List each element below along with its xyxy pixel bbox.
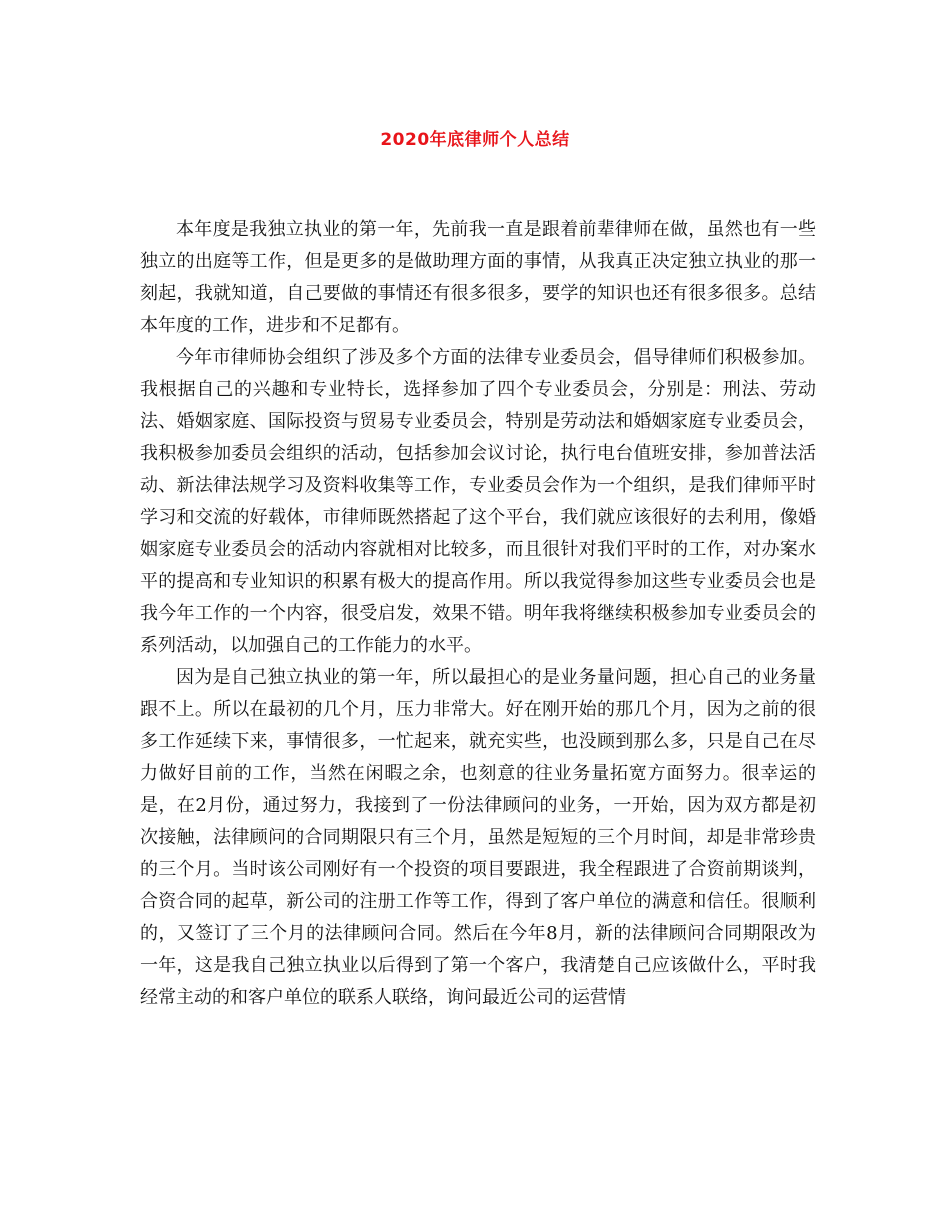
document-body: [140, 214, 816, 1014]
paragraph-1: 本年度是我独立执业的第一年，先前我一直是跟着前辈律师在做，虽然也有一些独立的出庭等工作，但是更多的是做助理方面的事情，从我真正决定独立执业的那一刻起，我就知道，自己要做的事情还有很多很多，要学的知识也还有很多很多。总结本年度的工作，进步和不足都有。: [140, 219, 816, 336]
paragraph-2: 今年市律师协会组织了涉及多个方面的法律专业委员会，倡导律师们积极参加。我根据自己的兴趣和专业特长，选择参加了四个专业委员会，分别是：刑法、劳动法、婚姻家庭、国际投资与贸易专业委员会，特别是劳动法和婚姻家庭专业委员会，我积极参加委员会组织的活动，包括参加会议讨论，执行电台值班安排，参加普法活动、新法律法规学习及资料收集等工作，专业委员会作为一个组织，是我们律师平时学习和交流的好载体，市律师既然搭起了这个平台，我们就应该很好的去利用，像婚姻家庭专业委员会的活动内容就相对比较多，而且很针对我们平时的工作，对办案水平的提高和专业知识的积累有极大的提高作用。所以我觉得参加这些专业委员会也是我今年工作的一个内容，很受启发，效果不错。明年我将继续积极参加专业委员会的系列活动，以加强自己的工作能力的水平。: [140, 347, 816, 656]
document-title: 2020年底律师个人总结: [380, 130, 570, 150]
paragraph-3: 因为是自己独立执业的第一年，所以最担心的是业务量问题，担心自己的业务量跟不上。所以在最初的几个月，压力非常大。好在刚开始的那几个月，因为之前的很多工作延续下来，事情很多，一忙起来，就充实些，也没顾到那么多，只是自己在尽力做好目前的工作，当然在闲暇之余，也刻意的往业务量拓宽方面努力。很幸运的是，在2月份，通过努力，我接到了一份法律顾问的业务，一开始，因为双方都是初次接触，法律顾问的合同期限只有三个月，虽然是短短的三个月时间，却是非常珍贵的三个月。当时该公司刚好有一个投资的项目要跟进，我全程跟进了合资前期谈判，合资合同的起草，新公司的注册工作等工作，得到了客户单位的满意和信任。很顺利的，又签订了三个月的法律顾问合同。然后在今年8月，新的法律顾问合同期限改为一年，这是我自己独立执业以后得到了第一个客户，我清楚自己应该做什么，平时我经常主动的和客户单位的联系人联络，询问最近公司的运营情: [140, 667, 816, 1008]
